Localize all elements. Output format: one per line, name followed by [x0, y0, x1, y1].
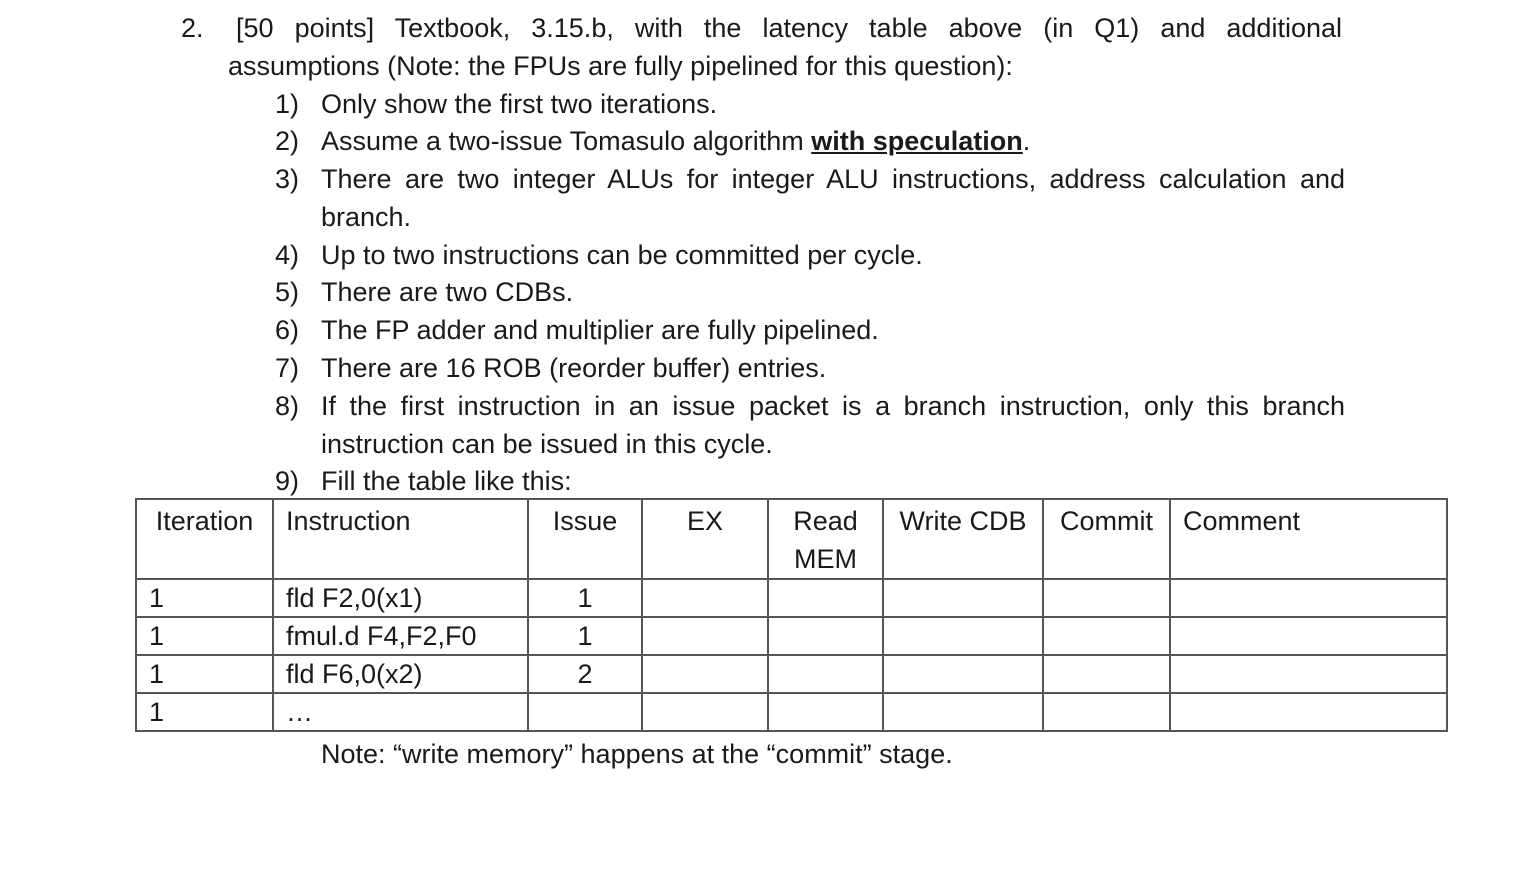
cell-instruction: fmul.d F4,F2,F0 [273, 617, 528, 655]
cell-write-cdb [883, 617, 1043, 655]
assumption-text: Up to two instructions can be committed per cycle. [321, 240, 923, 270]
cell-iteration: 1 [136, 617, 273, 655]
assumption-text: If the first instruction in an issue packet is a branch instruction, only this branch instruction can be issued in this cycle. [321, 391, 1345, 459]
assumption-number: 2) [275, 126, 300, 156]
assumption-9 [275, 462, 1345, 500]
table-row [136, 579, 1447, 617]
table-header-row [136, 499, 1447, 579]
header-comment: Comment [1170, 499, 1447, 579]
cell-comment [1170, 579, 1447, 617]
cell-write-cdb [883, 579, 1043, 617]
assumption-text-after: . [1022, 126, 1031, 156]
cell-read-mem [768, 579, 883, 617]
cell-ex [642, 693, 768, 731]
cell-iteration: 1 [136, 579, 273, 617]
cell-commit [1043, 693, 1170, 731]
header-issue: Issue [528, 499, 642, 579]
cell-commit [1043, 617, 1170, 655]
assumption-text: The FP adder and multiplier are fully pipelined. [321, 315, 879, 345]
cell-iteration: 1 [136, 693, 273, 731]
assumption-number: 6) [275, 315, 300, 345]
assumption-text: There are two CDBs. [321, 277, 574, 307]
assumption-number: 3) [275, 164, 300, 194]
cell-comment [1170, 617, 1447, 655]
cell-issue: 1 [528, 617, 642, 655]
assumption-text [321, 122, 1345, 160]
emphasis-with-speculation: with speculation [811, 126, 1023, 156]
cell-commit [1043, 579, 1170, 617]
table-row [136, 693, 1447, 731]
header-write-cdb: Write CDB [883, 499, 1043, 579]
header-read-mem-line1: Read [793, 506, 858, 536]
cell-write-cdb [883, 655, 1043, 693]
assumption-number: 9) [275, 466, 300, 496]
cell-iteration: 1 [136, 655, 273, 693]
assumption-5 [275, 273, 1345, 311]
cell-write-cdb [883, 693, 1043, 731]
schedule-table [135, 498, 1448, 732]
cell-commit [1043, 655, 1170, 693]
assumption-number: 1) [275, 89, 300, 119]
cell-instruction: fld F2,0(x1) [273, 579, 528, 617]
question-prompt-line-2: assumptions (Note: the FPUs are fully pipelined for this question): [228, 51, 1013, 81]
assumption-text: There are two integer ALUs for integer ALU instructions, address calculation and branch. [321, 164, 1345, 232]
cell-issue: 2 [528, 655, 642, 693]
header-iteration: Iteration [136, 499, 273, 579]
cell-instruction: fld F6,0(x2) [273, 655, 528, 693]
table-row [136, 655, 1447, 693]
header-read-mem-line2: MEM [794, 544, 857, 574]
header-commit: Commit [1043, 499, 1170, 579]
assumption-text-before: Assume a two-issue Tomasulo algorithm [321, 126, 812, 156]
assumption-number: 5) [275, 277, 300, 307]
cell-issue [528, 693, 642, 731]
question-prompt-line-1: [50 points] Textbook, 3.15.b, with the latency table above (in Q1) and additional [236, 13, 1342, 43]
assumption-6 [275, 311, 1345, 349]
cell-issue: 1 [528, 579, 642, 617]
assumption-text: There are 16 ROB (reorder buffer) entries. [321, 353, 827, 383]
assumption-7 [275, 349, 1345, 387]
assumption-text: Only show the first two iterations. [321, 89, 718, 119]
cell-read-mem [768, 617, 883, 655]
assumption-3 [275, 160, 1345, 236]
assumption-2 [275, 122, 1345, 160]
header-instruction: Instruction [273, 499, 528, 579]
cell-read-mem [768, 655, 883, 693]
assumption-number: 8) [275, 391, 300, 421]
assumption-number: 4) [275, 240, 300, 270]
cell-comment [1170, 655, 1447, 693]
assumption-1 [275, 85, 1345, 123]
cell-read-mem [768, 693, 883, 731]
assumption-8 [275, 387, 1345, 463]
cell-ex [642, 579, 768, 617]
header-read-mem [768, 499, 883, 579]
table-note: Note: “write memory” happens at the “commit” stage. [321, 739, 953, 769]
table-row [136, 617, 1447, 655]
header-ex: EX [642, 499, 768, 579]
assumption-number: 7) [275, 353, 300, 383]
assumption-text: Fill the table like this: [321, 466, 572, 496]
assumption-4 [275, 236, 1345, 274]
question-number: 2. [181, 13, 204, 43]
cell-instruction: … [273, 693, 528, 731]
cell-ex [642, 655, 768, 693]
cell-ex [642, 617, 768, 655]
cell-comment [1170, 693, 1447, 731]
